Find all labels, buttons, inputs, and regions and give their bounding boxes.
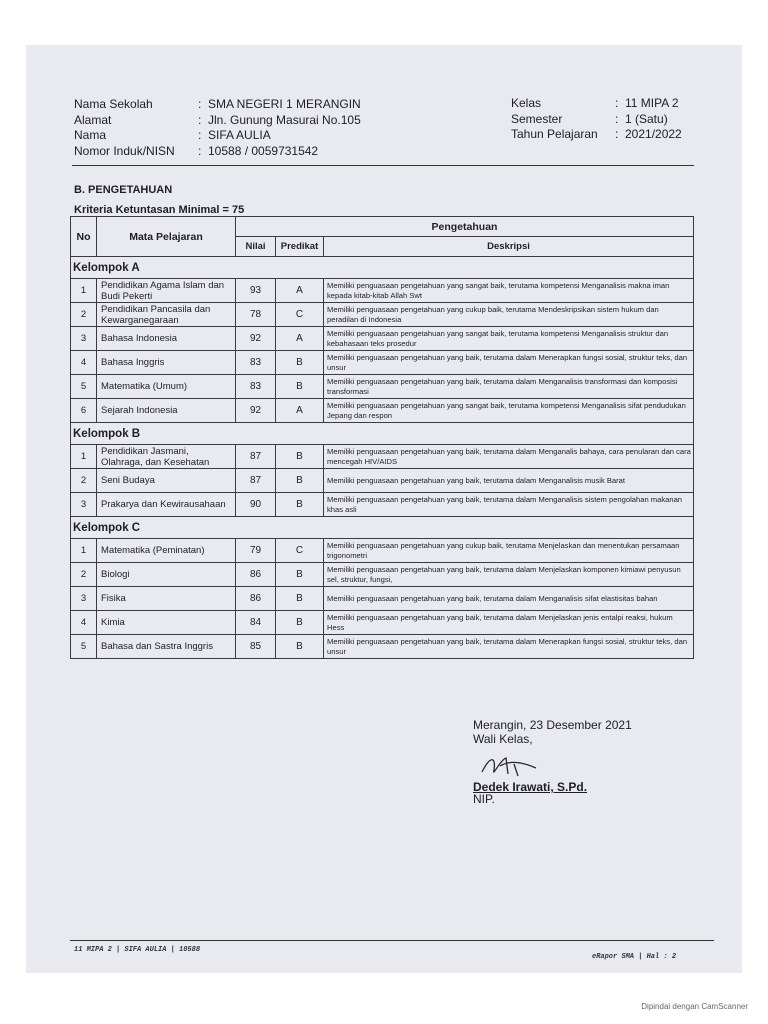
row-nilai: 92 <box>236 327 276 351</box>
row-subject: Fisika <box>97 587 236 611</box>
row-subject: Bahasa Inggris <box>97 351 236 375</box>
row-subject: Bahasa dan Sastra Inggris <box>97 635 236 659</box>
info-label: Nomor Induk/NISN <box>74 143 175 158</box>
teacher-name: Dedek Irawati, S.Pd. <box>473 780 588 794</box>
row-nilai: 92 <box>236 399 276 423</box>
info-value: 2021/2022 <box>625 127 682 141</box>
row-nilai: 83 <box>236 375 276 399</box>
grades-table <box>70 216 694 659</box>
table-row <box>71 469 694 493</box>
left-info-row <box>74 97 361 113</box>
group-name: Kelompok A <box>71 257 694 279</box>
right-info-row <box>511 112 682 128</box>
row-subject: Pendidikan Jasmani, Olahraga, dan Kesehatan <box>97 445 236 469</box>
row-subject: Matematika (Peminatan) <box>97 539 236 563</box>
row-nilai: 87 <box>236 445 276 469</box>
left-info-row <box>74 144 361 160</box>
row-subject: Biologi <box>97 563 236 587</box>
table-row <box>71 279 694 303</box>
row-nilai: 90 <box>236 493 276 517</box>
group-row <box>71 517 694 539</box>
table-row <box>71 445 694 469</box>
section-title: B. PENGETAHUAN <box>74 184 173 196</box>
table-row <box>71 303 694 327</box>
row-subject: Pendidikan Agama Islam dan Budi Pekerti <box>97 279 236 303</box>
row-predikat: B <box>276 375 324 399</box>
row-predikat: A <box>276 279 324 303</box>
table-row <box>71 351 694 375</box>
row-subject: Prakarya dan Kewirausahaan <box>97 493 236 517</box>
row-no: 3 <box>71 327 97 351</box>
row-no: 2 <box>71 563 97 587</box>
footer-divider <box>70 940 714 941</box>
row-nilai: 87 <box>236 469 276 493</box>
row-deskripsi: Memiliki penguasaan pengetahuan yang sangat baik, terutama kompetensi Menganalisis struktur dan kebahasaan teks prosedur <box>324 327 694 351</box>
info-label: Semester <box>511 111 563 126</box>
signature-scribble <box>478 752 540 780</box>
info-label: Alamat <box>74 112 112 127</box>
row-predikat: B <box>276 611 324 635</box>
kkm-line: Kriteria Ketuntasan Minimal = 75 <box>74 204 245 216</box>
row-subject: Seni Budaya <box>97 469 236 493</box>
row-subject: Pendidikan Pancasila dan Kewarganegaraan <box>97 303 236 327</box>
left-info-row <box>74 128 361 144</box>
row-predikat: C <box>276 303 324 327</box>
col-subject: Mata Pelajaran <box>97 217 236 257</box>
row-predikat: A <box>276 327 324 351</box>
table-row <box>71 611 694 635</box>
row-nilai: 79 <box>236 539 276 563</box>
row-no: 4 <box>71 351 97 375</box>
row-deskripsi: Memiliki penguasaan pengetahuan yang baik, terutama dalam Menganalis bahaya, cara penularan dan cara mencegah HIV/AIDS <box>324 445 694 469</box>
table-row <box>71 399 694 423</box>
info-value: Jln. Gunung Masurai No.105 <box>208 112 361 127</box>
row-deskripsi: Memiliki penguasaan pengetahuan yang sangat baik, terutama kompetensi Menganalisis makna iman kepada kitab-kitab Allah Swt <box>324 279 694 303</box>
info-value: SIFA AULIA <box>208 128 271 142</box>
right-info-row <box>511 127 682 143</box>
right-info-row <box>511 96 682 112</box>
row-predikat: B <box>276 493 324 517</box>
row-no: 5 <box>71 635 97 659</box>
row-predikat: B <box>276 563 324 587</box>
header-divider <box>72 165 694 166</box>
row-predikat: B <box>276 587 324 611</box>
left-info-row <box>74 113 361 129</box>
row-predikat: A <box>276 399 324 423</box>
row-deskripsi: Memiliki penguasaan pengetahuan yang baik, terutama dalam Menjelaskan komponen kimiawi penyusun sel, struktur, fungsi, <box>324 563 694 587</box>
table-row <box>71 563 694 587</box>
row-no: 3 <box>71 587 97 611</box>
row-deskripsi: Memiliki penguasaan pengetahuan yang cukup baik, terutama Mendeskripsikan sistem hukum dan peradilan di Indonesia <box>324 303 694 327</box>
row-no: 3 <box>71 493 97 517</box>
row-predikat: B <box>276 469 324 493</box>
info-colon: : <box>198 143 202 158</box>
row-nilai: 78 <box>236 303 276 327</box>
row-nilai: 86 <box>236 563 276 587</box>
row-no: 1 <box>71 445 97 469</box>
info-value: SMA NEGERI 1 MERANGIN <box>208 97 361 111</box>
table-row <box>71 375 694 399</box>
group-row <box>71 423 694 445</box>
footer-right: eRapor SMA | Hal : 2 <box>592 953 677 961</box>
table-row <box>71 635 694 659</box>
row-deskripsi: Memiliki penguasaan pengetahuan yang baik, terutama dalam Menjelaskan jenis entalpi reaksi, hukum Hess <box>324 611 694 635</box>
info-colon: : <box>615 96 619 110</box>
row-deskripsi: Memiliki penguasaan pengetahuan yang sangat baik, terutama kompetensi Menganalisis sifat pendudukan Jepang dan respon <box>324 399 694 423</box>
table-row <box>71 587 694 611</box>
kkm-value: 75 <box>232 204 245 216</box>
row-no: 1 <box>71 279 97 303</box>
row-predikat: C <box>276 539 324 563</box>
teacher-nip: NIP. <box>473 792 495 806</box>
footer-left: 11 MIPA 2 | SIFA AULIA | 10588 <box>74 946 201 954</box>
student-info <box>74 97 361 159</box>
col-no: No <box>71 217 97 257</box>
table-row <box>71 327 694 351</box>
row-deskripsi: Memiliki penguasaan pengetahuan yang baik, terutama dalam Menganalisis sistem pengolahan makanan khas asli <box>324 493 694 517</box>
group-name: Kelompok C <box>71 517 694 539</box>
row-no: 5 <box>71 375 97 399</box>
row-predikat: B <box>276 635 324 659</box>
kkm-label: Kriteria Ketuntasan Minimal <box>74 204 220 216</box>
row-nilai: 84 <box>236 611 276 635</box>
row-predikat: B <box>276 445 324 469</box>
row-predikat: B <box>276 351 324 375</box>
group-row <box>71 257 694 279</box>
info-value: 10588 / 0059731542 <box>208 143 319 158</box>
row-deskripsi: Memiliki penguasaan pengetahuan yang cukup baik, terutama Menjelaskan dan menentukan persamaan trigonometri <box>324 539 694 563</box>
sign-place-date: Merangin, 23 Desember 2021 <box>473 718 632 732</box>
table-row <box>71 539 694 563</box>
row-nilai: 83 <box>236 351 276 375</box>
row-no: 2 <box>71 303 97 327</box>
row-deskripsi: Memiliki penguasaan pengetahuan yang baik, terutama dalam Menerapkan fungsi sosial, struktur teks, dan unsur <box>324 635 694 659</box>
info-label: Tahun Pelajaran <box>511 127 598 141</box>
row-no: 4 <box>71 611 97 635</box>
info-colon: : <box>198 112 202 127</box>
row-subject: Kimia <box>97 611 236 635</box>
info-colon: : <box>615 127 619 141</box>
info-colon: : <box>615 111 619 126</box>
col-nilai: Nilai <box>236 237 276 257</box>
row-nilai: 85 <box>236 635 276 659</box>
row-nilai: 86 <box>236 587 276 611</box>
row-deskripsi: Memiliki penguasaan pengetahuan yang baik, terutama dalam Menganalisis musik Barat <box>324 469 694 493</box>
info-colon: : <box>198 97 202 111</box>
info-label: Kelas <box>511 96 542 110</box>
sign-role: Wali Kelas, <box>473 732 533 746</box>
row-no: 6 <box>71 399 97 423</box>
table-row <box>71 493 694 517</box>
col-pengetahuan: Pengetahuan <box>236 217 694 237</box>
col-deskripsi: Deskripsi <box>324 237 694 257</box>
row-subject: Sejarah Indonesia <box>97 399 236 423</box>
row-no: 2 <box>71 469 97 493</box>
row-deskripsi: Memiliki penguasaan pengetahuan yang baik, terutama dalam Menganalisis transformasi dan komposisi transformasi <box>324 375 694 399</box>
row-deskripsi: Memiliki penguasaan pengetahuan yang baik, terutama dalam Menganalisis sifat elastisitas bahan <box>324 587 694 611</box>
row-deskripsi: Memiliki penguasaan pengetahuan yang baik, terutama dalam Menerapkan fungsi sosial, struktur teks, dan unsur <box>324 351 694 375</box>
info-value: 1 (Satu) <box>625 111 668 126</box>
row-subject: Matematika (Umum) <box>97 375 236 399</box>
row-nilai: 93 <box>236 279 276 303</box>
group-name: Kelompok B <box>71 423 694 445</box>
info-colon: : <box>198 128 202 142</box>
info-value: 11 MIPA 2 <box>625 96 679 110</box>
info-label: Nama <box>74 128 107 142</box>
row-subject: Bahasa Indonesia <box>97 327 236 351</box>
class-info <box>511 96 682 143</box>
info-label: Nama Sekolah <box>74 97 153 111</box>
scanner-watermark: Dipindai dengan CamScanner <box>641 1002 748 1011</box>
col-predikat: Predikat <box>276 237 324 257</box>
row-no: 1 <box>71 539 97 563</box>
